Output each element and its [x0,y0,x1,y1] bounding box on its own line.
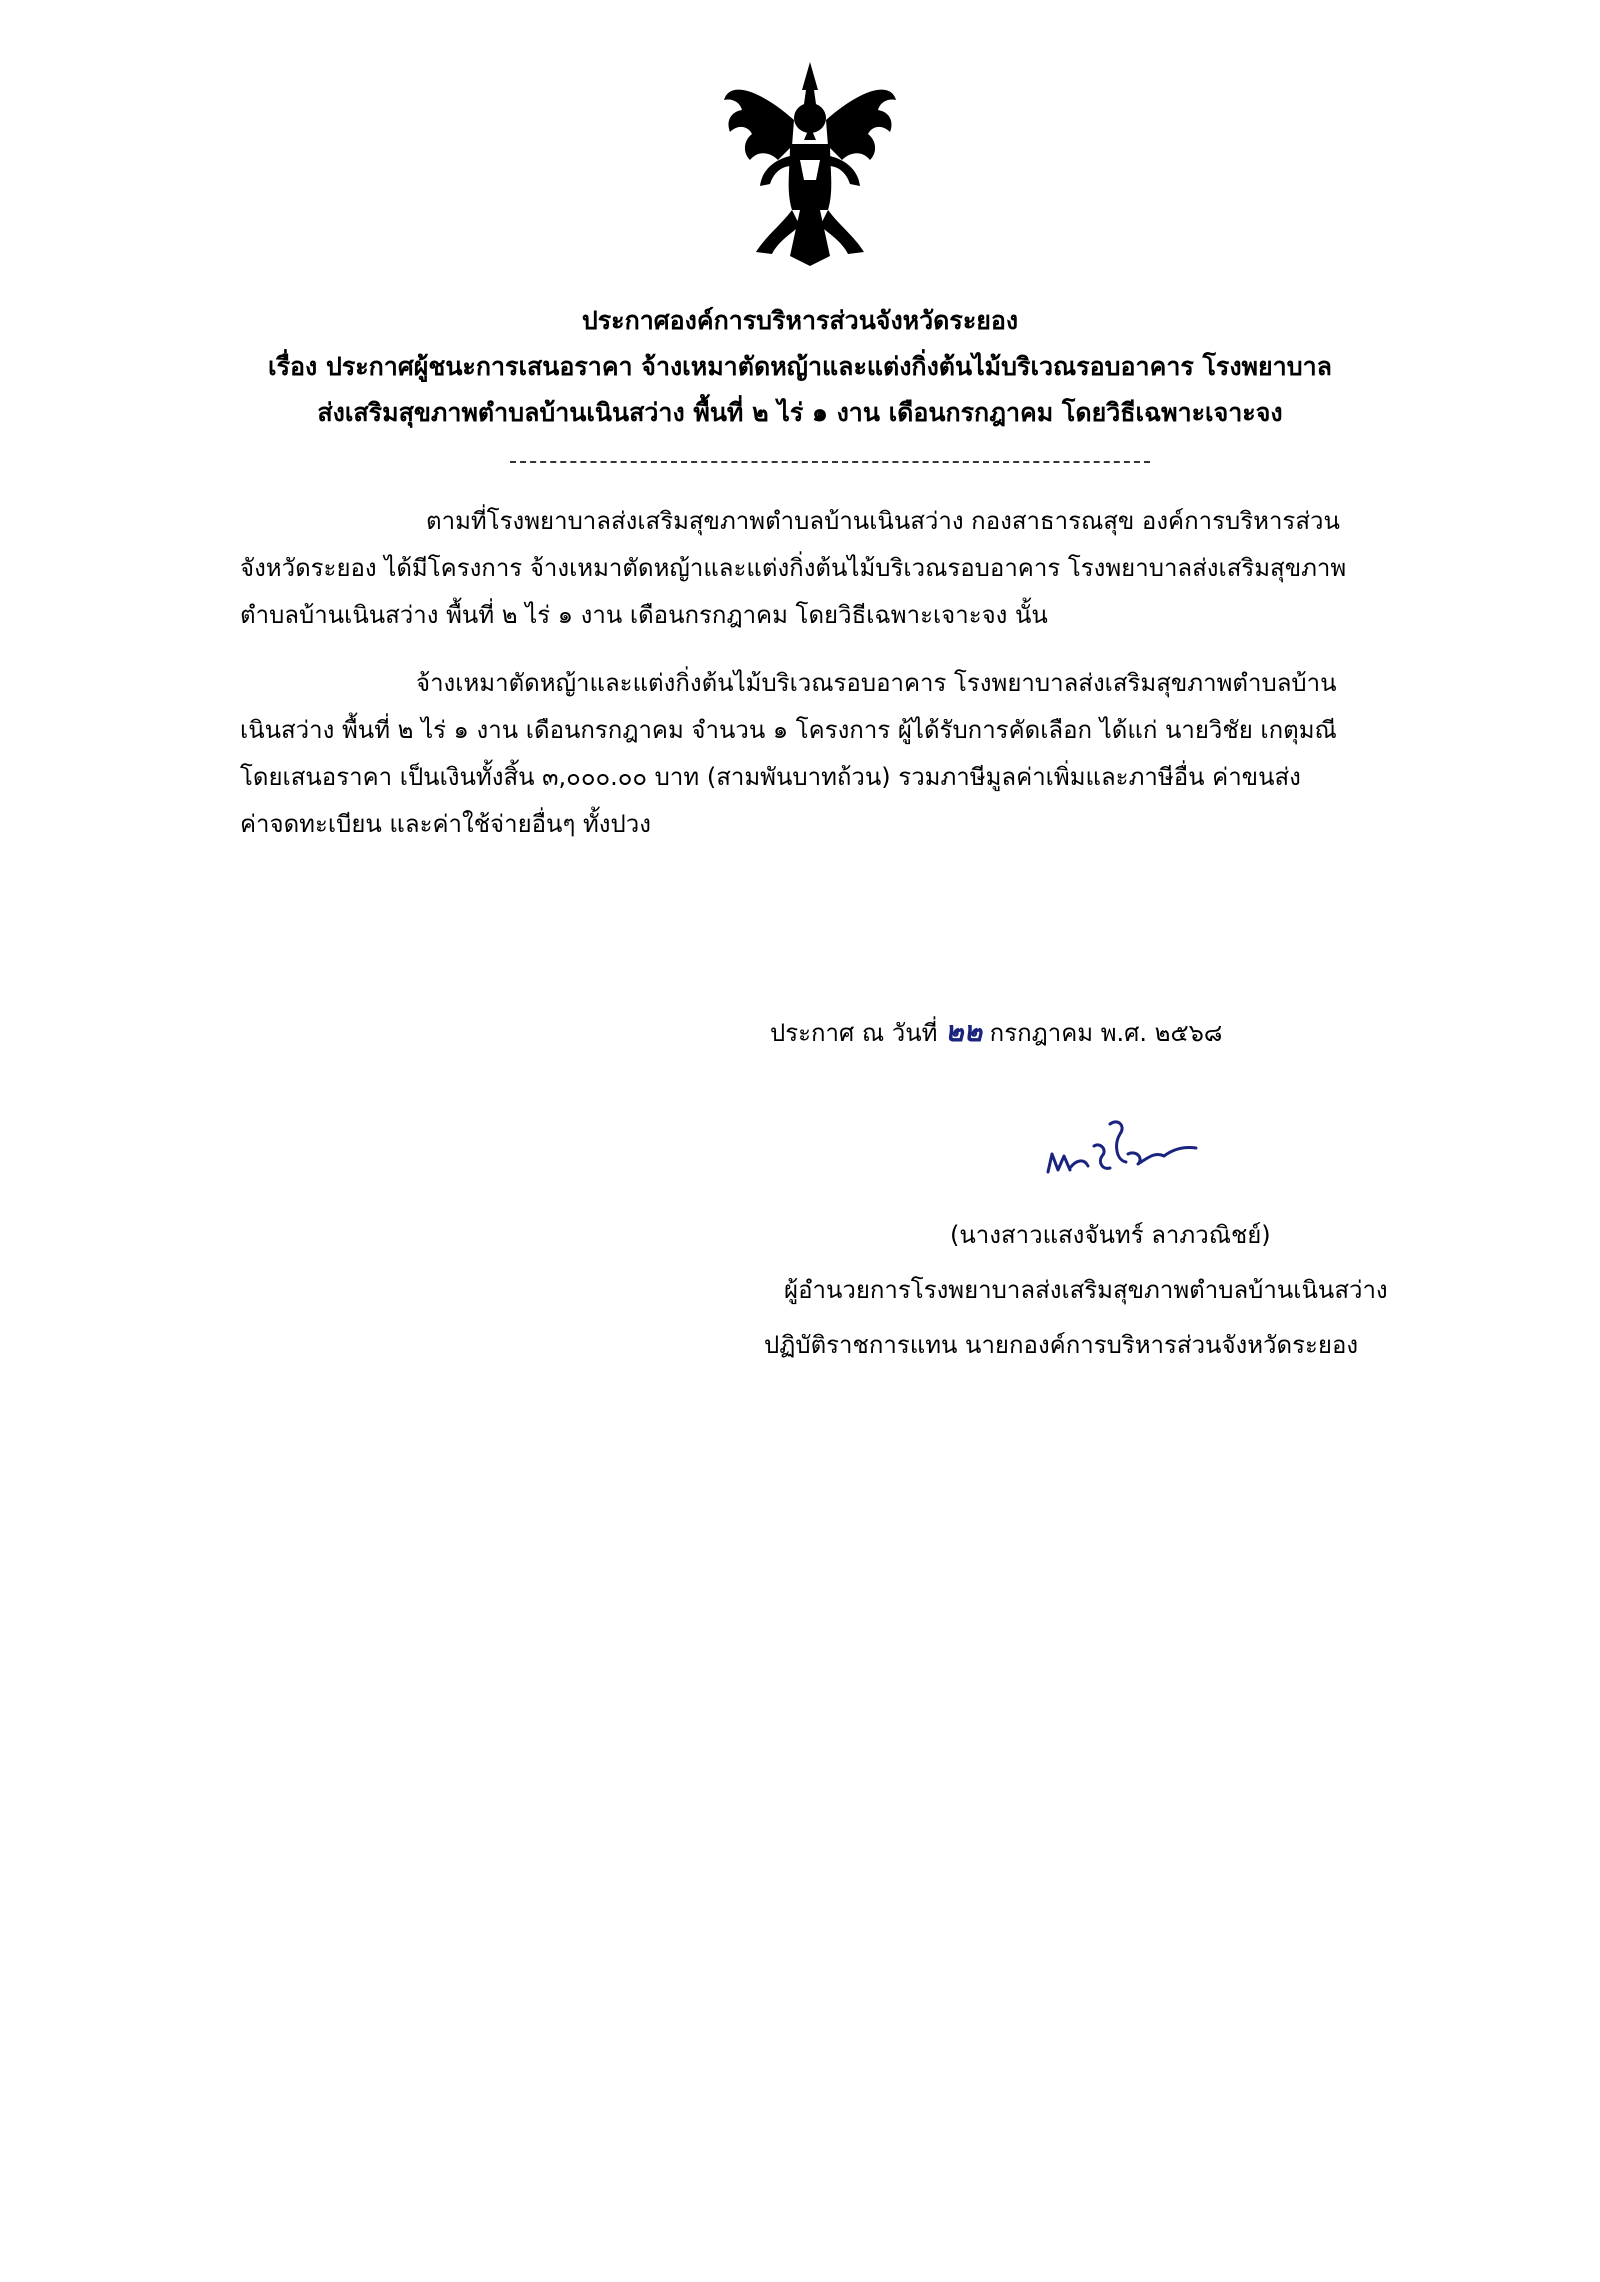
title-line-1: ประกาศองค์การบริหารส่วนจังหวัดระยอง [581,306,1019,335]
paragraph-2-line-4: ค่าจดทะเบียน และค่าใช้จ่ายอื่นๆ ทั้งปวง [240,810,651,838]
paragraph-2 [240,660,1440,848]
date-suffix: กรกฎาคม พ.ศ. ๒๕๖๘ [982,1019,1223,1047]
paragraph-2-line-1: จ้างเหมาตัดหญ้าและแต่งกิ่งต้นไม้บริเวณรอบอาคาร โรงพยาบาลส่งเสริมสุขภาพตำบลบ้าน [416,669,1337,697]
title-line-2: เรื่อง ประกาศผู้ชนะการเสนอราคา จ้างเหมาตัดหญ้าและแต่งกิ่งต้นไม้บริเวณรอบอาคาร โรงพยาบาล [268,352,1332,381]
paragraph-1-line-2: จังหวัดระยอง ได้มีโครงการ จ้างเหมาตัดหญ้าและแต่งกิ่งต้นไม้บริเวณรอบอาคาร โรงพยาบาลส่งเสริมสุขภาพ [240,554,1347,582]
title-divider [510,461,1150,463]
announcement-title [0,298,1600,436]
garuda-emblem-icon [720,60,900,270]
handwritten-signature [1040,1110,1220,1190]
signer-block [0,1208,1600,1373]
signer-position-2: ปฏิบัติราชการแทน นายกองค์การบริหารส่วนจังหวัดระยอง [764,1331,1359,1359]
paragraph-2-line-3: โดยเสนอราคา เป็นเงินทั้งสิ้น ๓,๐๐๐.๐๐ บาท (สามพันบาทถ้วน) รวมภาษีมูลค่าเพิ่มและภาษีอื่น ค่าขนส่ง [240,763,1301,791]
signer-name: (นางสาวแสงจันทร์ ลาภวณิชย์) [950,1221,1271,1249]
paragraph-1 [240,498,1440,639]
paragraph-2-line-2: เนินสว่าง พื้นที่ ๒ ไร่ ๑ งาน เดือนกรกฎาคม จำนวน ๑ โครงการ ผู้ได้รับการคัดเลือก ได้แก่ นายวิชัย เกตุมณี [240,716,1337,744]
title-line-3: ส่งเสริมสุขภาพตำบลบ้านเนินสว่าง พื้นที่ ๒ ไร่ ๑ งาน เดือนกรกฎาคม โดยวิธีเฉพาะเจาะจง [317,398,1283,427]
signer-position-1: ผู้อำนวยการโรงพยาบาลส่งเสริมสุขภาพตำบลบ้านเนินสว่าง [784,1276,1388,1304]
date-day-handwritten: ๒๒ [945,1015,983,1048]
date-prefix: ประกาศ ณ วันที่ [770,1019,946,1047]
paragraph-1-line-1: ตามที่โรงพยาบาลส่งเสริมสุขภาพตำบลบ้านเนินสว่าง กองสาธารณสุข องค์การบริหารส่วน [426,507,1340,535]
paragraph-1-line-3: ตำบลบ้านเนินสว่าง พื้นที่ ๒ ไร่ ๑ งาน เดือนกรกฎาคม โดยวิธีเฉพาะเจาะจง นั้น [240,601,1048,629]
announcement-date [770,1010,1222,1054]
